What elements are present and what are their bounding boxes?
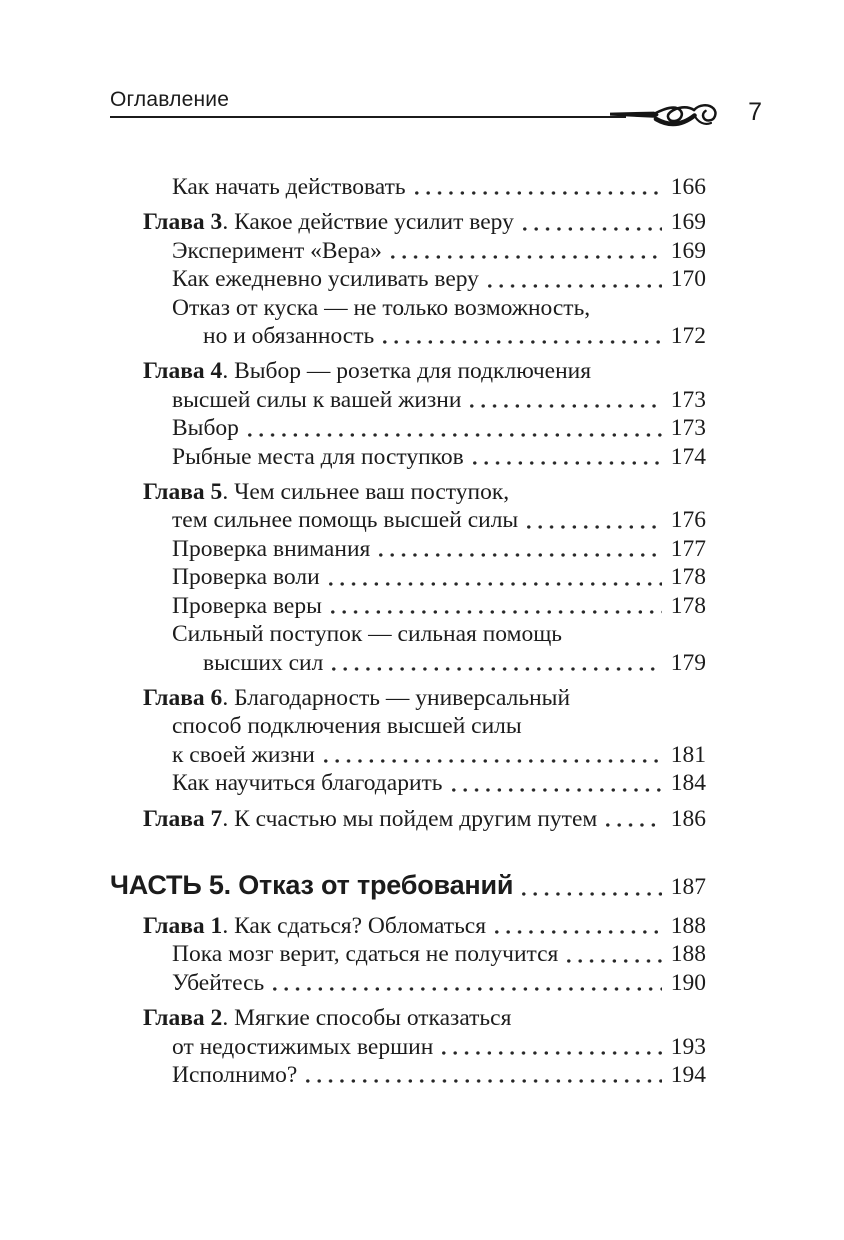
toc-entry-title — [172, 741, 315, 769]
toc-entry-page: 172 — [670, 323, 706, 350]
toc-entry-page: 193 — [670, 1033, 706, 1060]
toc-entry-prefix: Глава 7 — [143, 805, 223, 832]
toc-entry — [172, 173, 706, 201]
toc-entry-page: 187 — [670, 873, 706, 900]
toc-entry — [172, 769, 706, 797]
toc-entry — [172, 414, 706, 442]
toc-entry — [172, 620, 706, 648]
toc-entry-page: 177 — [670, 535, 706, 562]
toc-entry-page: 174 — [670, 443, 706, 470]
toc-entry-text: . Чем сильнее ваш поступок, — [222, 479, 510, 506]
dot-leader — [329, 582, 662, 586]
toc-entry-title — [172, 265, 479, 293]
toc-entry-page: 166 — [670, 174, 706, 200]
toc-entry — [203, 322, 706, 350]
toc-entry-text: . К счастью мы пойдем другим путем — [222, 805, 598, 832]
toc-entry — [172, 940, 706, 968]
toc-entry-title — [143, 684, 570, 712]
toc-entry-prefix: Глава 4 — [143, 358, 223, 385]
toc-entry-text: Сильный поступок — сильная помощь — [172, 621, 563, 648]
toc-entry — [172, 386, 706, 414]
toc-entry-page: 178 — [670, 564, 706, 591]
toc-entry — [172, 592, 706, 620]
toc-entry-title — [172, 592, 322, 620]
toc-entry-text: . Отказ от требований — [223, 869, 514, 900]
toc-entry-page: 179 — [670, 649, 706, 676]
toc-entry-text: . Как сдаться? Обломаться — [222, 912, 487, 939]
toc-entry-text: Рыбные места для поступков — [172, 443, 464, 470]
toc-entry — [143, 208, 706, 236]
toc-entry-text: Отказ от куска — не только возможность, — [172, 294, 591, 321]
toc-entry-text: но и обязанность — [203, 323, 375, 350]
toc-entry-page: 169 — [670, 237, 706, 264]
dot-leader — [470, 404, 662, 408]
toc-entry-title — [172, 769, 443, 797]
toc-entry — [172, 535, 706, 563]
page-number: 7 — [748, 98, 762, 126]
toc-entry-title — [143, 805, 597, 833]
dot-leader — [523, 227, 662, 231]
toc-entry-title — [172, 237, 382, 265]
toc-entry-page: 188 — [670, 941, 706, 968]
toc-entry-prefix: Глава 3 — [143, 209, 223, 236]
toc-entry — [172, 712, 706, 740]
toc-entry-title — [172, 620, 562, 648]
toc-entry-title — [143, 1004, 511, 1032]
toc-entry-page: 181 — [670, 741, 706, 768]
toc-entry-page: 190 — [670, 969, 706, 996]
toc-entry-text: Проверка воли — [172, 564, 320, 591]
toc-entry-page: 176 — [670, 507, 706, 534]
toc-entry — [172, 443, 706, 471]
dot-leader — [391, 255, 662, 259]
toc-entry-title — [172, 414, 239, 442]
toc-entry-text: Эксперимент «Вера» — [172, 237, 382, 264]
toc-entry-prefix: Глава 5 — [143, 479, 223, 506]
toc-entry-page: 188 — [670, 912, 706, 939]
dot-leader — [473, 461, 662, 465]
flourish-ornament-icon — [610, 94, 722, 136]
toc-entry-page: 178 — [670, 592, 706, 619]
toc-entry-title — [172, 443, 464, 471]
toc-entry — [143, 357, 706, 385]
toc-entry-text: Убейтесь — [172, 969, 265, 996]
toc-entry-prefix: ЧАСТЬ 5 — [110, 869, 224, 900]
toc-entry-title — [172, 386, 461, 414]
toc-entry-text: Как начать действовать — [172, 174, 406, 200]
toc-entry-title — [172, 563, 320, 591]
dot-leader — [324, 759, 662, 763]
dot-leader — [522, 892, 662, 896]
toc-entry — [143, 1004, 706, 1032]
toc-entry-page: 173 — [670, 415, 706, 442]
toc-entry-text: Как ежедневно усиливать веру — [172, 266, 479, 293]
toc-entry — [172, 237, 706, 265]
dot-leader — [606, 823, 662, 827]
toc-entry-title — [143, 208, 514, 236]
dot-leader — [273, 987, 662, 991]
toc-entry — [172, 1033, 706, 1061]
dot-leader — [383, 340, 662, 344]
dot-leader — [306, 1079, 662, 1083]
dot-leader — [495, 930, 662, 934]
toc-entry-text: Как научиться благодарить — [172, 770, 443, 797]
toc-entry — [172, 265, 706, 293]
toc-entry-page: 169 — [670, 209, 706, 236]
toc-entry-title — [172, 506, 518, 534]
toc-entry-text: . Выбор — розетка для подключения — [222, 358, 592, 385]
toc-entry-text: высшей силы к вашей жизни — [172, 386, 462, 413]
toc-entry-text: способ подключения высшей силы — [172, 713, 522, 740]
toc-entry-text: . Какое действие усилит веру — [222, 209, 514, 236]
toc-entry-text: Выбор — [172, 415, 239, 442]
toc-entry-page: 173 — [670, 386, 706, 413]
toc-entry — [172, 563, 706, 591]
toc-entry-page: 184 — [670, 770, 706, 797]
toc-entry-text: Проверка внимания — [172, 535, 371, 562]
toc-list — [110, 173, 706, 1089]
toc-entry — [172, 969, 706, 997]
toc-entry-title — [172, 969, 264, 997]
toc-entry — [172, 741, 706, 769]
toc-entry — [143, 684, 706, 712]
toc-entry-text: . Благодарность — универсальный — [222, 684, 571, 711]
dot-leader — [248, 433, 662, 437]
toc-entry-title — [172, 294, 590, 322]
toc-entry-title — [110, 868, 513, 902]
toc-entry-title — [143, 478, 509, 506]
dot-leader — [331, 610, 662, 614]
toc-entry — [172, 1061, 706, 1089]
toc-entry-title — [203, 649, 323, 677]
toc-entry-page: 186 — [670, 805, 706, 832]
toc-entry — [143, 912, 706, 940]
toc-entry-title — [143, 912, 486, 940]
toc-entry-text: к своей жизни — [172, 741, 315, 768]
toc-entry — [143, 478, 706, 506]
dot-leader — [527, 525, 662, 529]
toc-entry-text: Пока мозг верит, сдаться не получится — [172, 941, 559, 968]
toc-entry-page: 194 — [670, 1061, 706, 1088]
toc-entry-prefix: Глава 1 — [143, 912, 223, 939]
toc-entry — [172, 506, 706, 534]
toc-entry-title — [143, 357, 591, 385]
toc-entry-text: . Мягкие способы отказаться — [222, 1005, 512, 1032]
page-header — [110, 86, 764, 140]
toc-entry-title — [172, 535, 370, 563]
toc-entry-title — [172, 173, 406, 201]
toc-entry-text: Исполнимо? — [172, 1061, 298, 1088]
toc-entry-text: высших сил — [203, 649, 324, 676]
dot-leader — [442, 1051, 662, 1055]
toc-entry-title — [172, 1061, 297, 1089]
toc-entry-text: тем сильнее помощь высшей силы — [172, 507, 519, 534]
toc-entry-title — [172, 1033, 433, 1061]
dot-leader — [332, 667, 662, 671]
toc-entry — [172, 294, 706, 322]
toc-entry — [203, 649, 706, 677]
toc-entry-text: Проверка веры — [172, 592, 322, 619]
dot-leader — [415, 191, 662, 195]
dot-leader — [379, 553, 662, 557]
toc-entry-page: 170 — [670, 266, 706, 293]
toc-entry-text: от недостижимых вершин — [172, 1033, 434, 1060]
toc-entry — [143, 805, 706, 833]
toc-entry-prefix: Глава 2 — [143, 1005, 223, 1032]
dot-leader — [567, 959, 662, 963]
toc-entry-title — [203, 322, 374, 350]
dot-leader — [452, 788, 662, 792]
header-rule — [110, 116, 626, 118]
toc-entry-title — [172, 712, 522, 740]
toc-entry — [110, 868, 706, 904]
toc-entry-prefix: Глава 6 — [143, 684, 223, 711]
running-title: Оглавление — [110, 88, 230, 111]
dot-leader — [488, 284, 662, 288]
toc-entry-title — [172, 940, 558, 968]
